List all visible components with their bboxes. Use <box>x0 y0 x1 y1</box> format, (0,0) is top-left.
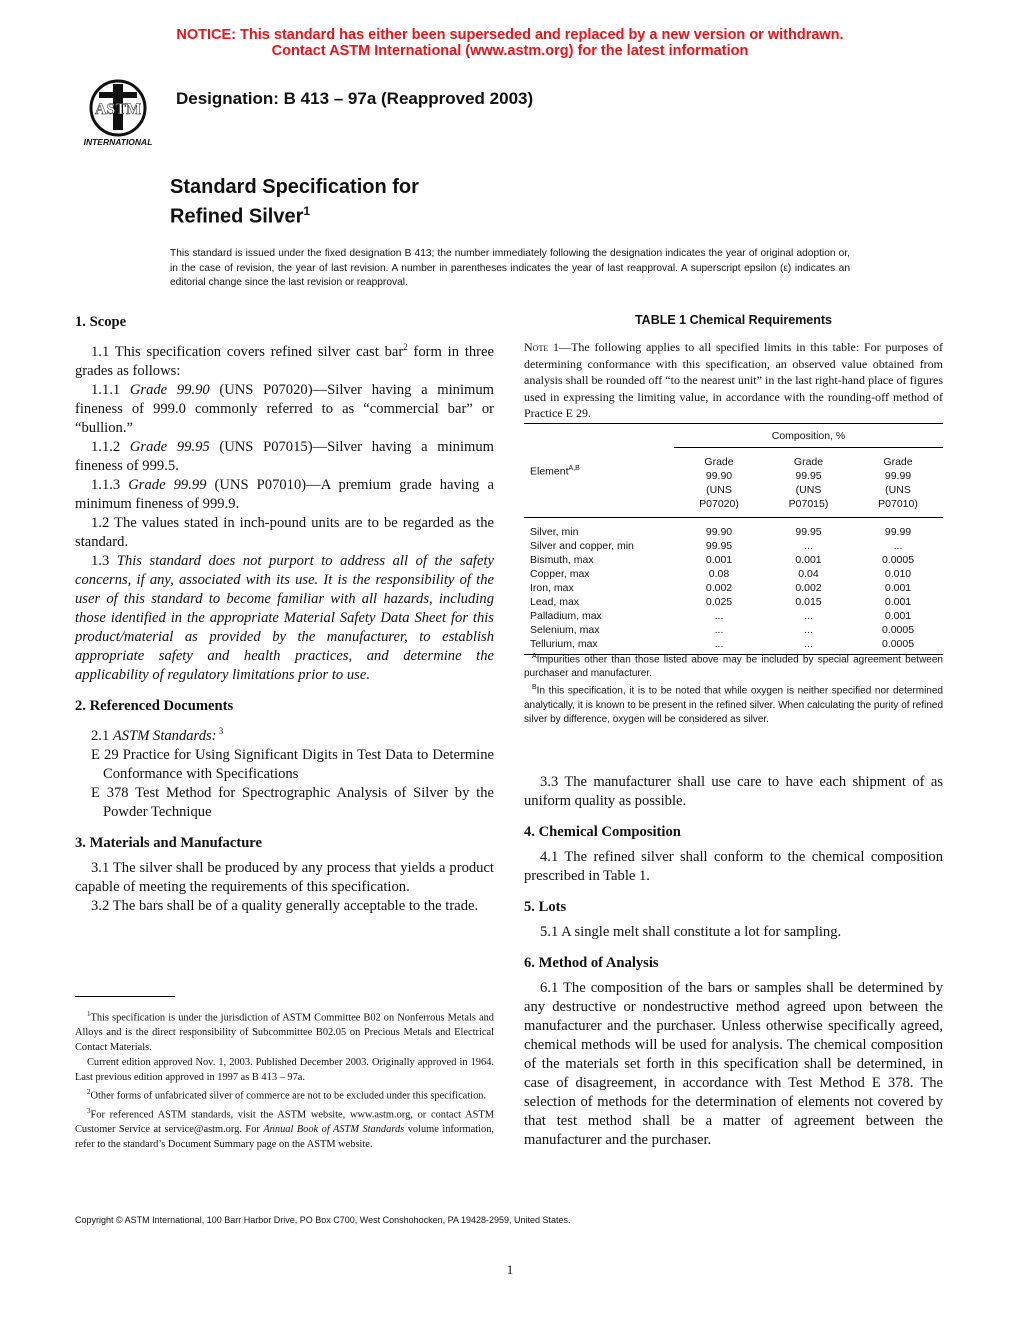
footnote-2: $^2$Other forms of unfabricated silver of commerce are not to be excluded under this specification. <box>87 1088 487 1102</box>
withdrawal-notice <box>0 27 1020 59</box>
chemical-requirements-table <box>524 423 943 655</box>
title-footnote-ref: 1 <box>303 204 311 218</box>
paragraph-1-3: 1.3 This standard does not purport to address all of the safety concerns, if any, associated with its use. It is the responsibility of the user of this standard to become familiar with all hazards, including those identified in the appropriate Material Safety Data Sheet for this product/material as provided by the manufacturer, to establish appropriate safety and health practices, and determine the applicability of regulatory limitations prior to use. <box>75 552 494 683</box>
table-row: Selenium, max ... ... 0.0005 <box>530 624 915 636</box>
paragraph-1-1-3: 1.1.3 Grade 99.99 (UNS P07010)—A premium grade having a minimum fineness of 999.9. <box>75 476 495 512</box>
table-row: Palladium, max ... ... 0.001 <box>530 610 912 622</box>
paragraph-3-1: 3.1 The silver shall be produced by any process that yields a product capable of meeting the requirements of this specification. <box>75 859 494 895</box>
right-column <box>524 773 943 1150</box>
element-header: Element$^{A,B}$ <box>524 424 674 518</box>
paragraph-1-2: 1.2 The values stated in inch-pound units are to be regarded as the standard. <box>75 514 494 550</box>
issuance-statement: This standard is issued under the fixed designation B 413; the number immediately following the designation indicates the year of original adoption or, in the case of revision, the year of last revision. A number in parentheses indicates the year of last reapproval. A superscript epsilon (ε) indicates an editorial change since the last revision or reapproval. <box>170 248 850 288</box>
left-column <box>75 313 494 916</box>
table-row: Tellurium, max ... ... 0.0005 <box>524 637 943 655</box>
paragraph-1-1: 1.1 This specification covers refined silver cast bar$^2$ form in three grades as follows: <box>75 342 494 379</box>
paragraph-1-1-1: 1.1.1 Grade 99.90 (UNS P07020)—Silver having a minimum fineness of 999.0 commonly referred to as “commercial bar” or “bullion.” <box>75 381 494 436</box>
footnote-divider <box>75 996 175 997</box>
logo-wordmark: ASTM <box>94 101 142 118</box>
copyright: Copyright © ASTM International, 100 Barr Harbor Drive, PO Box C700, West Conshohocken, PA 19428-2959, United States. <box>75 1215 571 1225</box>
table-row: Silver and copper, min 99.95 ... ... <box>530 540 903 552</box>
astm-logo <box>77 78 159 148</box>
document-title <box>170 175 419 229</box>
table-note: Note 1—The following applies to all specified limits in this table: For purposes of determining conformance with this specification, an observed value obtained from analysis shall be rounded off “to the nearest unit” in the last right-hand place of figures used in expressing the limiting value, in accordance with the rounding-off method of Practice E 29. <box>524 340 944 420</box>
paragraph-5-1: 5.1 A single melt shall constitute a lot for sampling. <box>540 924 842 940</box>
reference-e29: E 29 Practice for Using Significant Digits in Test Data to Determine Conformance with Specifications <box>91 746 494 782</box>
designation: Designation: B 413 – 97a (Reapproved 2003) <box>176 89 534 108</box>
footnotes <box>75 1007 494 1152</box>
paragraph-6-1: 6.1 The composition of the bars or samples shall be determined by any destructive or nondestructive method agreed upon between the manufacturer and the purchaser. Unless otherwise specifically agreed, chemical methods will be used for analysis. The chemical composition of the materials set forth in this specification shall be determined, in case of disagreement, in accordance with Test Method E 378. The selection of methods for the determination of elements not covered by that test method shall be a matter of agreement between the manufacturer and the purchaser. <box>524 980 943 1148</box>
notice-line-1: NOTICE: This standard has either been superseded and replaced by a new version or withdrawn. <box>176 27 844 43</box>
page-number: 1 <box>506 1262 514 1277</box>
section-heading-lots: 5. Lots <box>524 899 567 915</box>
paragraph-1-1-2: 1.1.2 Grade 99.95 (UNS P07015)—Silver having a minimum fineness of 999.5. <box>75 438 494 474</box>
footnote-1-edition: Current edition approved Nov. 1, 2003. Published December 2003. Originally approved in 1964. Last previous edition approved in 1997 as B 413 – 97a. <box>75 1057 494 1084</box>
logo-subtext: INTERNATIONAL <box>83 137 153 147</box>
table-footnote-a: $^A$Impurities other than those listed above may be included by special agreement between purchaser and manufacturer. <box>524 653 943 680</box>
section-heading-chemical-composition: 4. Chemical Composition <box>524 824 681 840</box>
table-row: Silver, min 99.90 99.95 99.99 <box>530 526 912 538</box>
table-row: Copper, max 0.08 0.04 0.010 <box>530 568 912 580</box>
section-heading-materials: 3. Materials and Manufacture <box>75 834 262 851</box>
paragraph-3-3: 3.3 The manufacturer shall use care to have each shipment of as uniform quality as possible. <box>524 774 943 809</box>
grade-header-99-99: Grade 99.99 (UNS P07010) <box>878 456 918 510</box>
notice-line-2: Contact ASTM International (www.astm.org) for the latest information <box>271 43 749 59</box>
table-row: Bismuth, max 0.001 0.001 0.0005 <box>530 554 915 566</box>
paragraph-3-2: 3.2 The bars shall be of a quality generally acceptable to the trade. <box>91 897 479 914</box>
composition-header: Composition, % <box>674 424 943 448</box>
grade-header-99-95: Grade 99.95 (UNS P07015) <box>788 456 829 510</box>
title-line-2: Refined Silver$^1$ <box>170 204 311 228</box>
footnote-3: $^3$For referenced ASTM standards, visit the ASTM website, www.astm.org, or contact ASTM Customer Service at service@astm.org. For Annual Book of ASTM Standards volume information, refer to the standard’s Document Summary page on the ASTM website. <box>75 1106 494 1151</box>
grade-header-99-90: Grade 99.90 (UNS P07020) <box>699 456 739 510</box>
section-heading-referenced-documents: 2. Referenced Documents <box>75 697 234 714</box>
table-row: Iron, max 0.002 0.002 0.001 <box>530 582 912 594</box>
table-footnote-b: $^B$In this specification, it is to be noted that while oxygen is neither specified nor determined analytically, it is known to be present in the refined silver. When calculating the purity of refined silver by difference, oxygen will be considered as silver. <box>524 684 943 725</box>
reference-e378: E 378 Test Method for Spectrographic Analysis of Silver by the Powder Technique <box>91 784 494 820</box>
table-row: Lead, max 0.025 0.015 0.001 <box>530 596 912 608</box>
paragraph-2-1: 2.1 ASTM Standards: $^3$ <box>91 725 224 744</box>
paragraph-4-1: 4.1 The refined silver shall conform to the chemical composition prescribed in Table 1. <box>524 849 943 884</box>
table-title: TABLE 1 Chemical Requirements <box>634 313 833 327</box>
title-line-1: Standard Specification for <box>170 176 419 198</box>
table-footnotes <box>524 650 943 727</box>
section-heading-scope: 1. Scope <box>75 314 127 330</box>
footnote-1: $^1$This specification is under the jurisdiction of ASTM Committee B02 on Nonferrous Metals and Alloys and is the direct responsibility of Subcommittee B02.05 on Precious Metals and Electrical Contact Materials. <box>75 1010 494 1054</box>
section-heading-method-of-analysis: 6. Method of Analysis <box>524 955 659 971</box>
